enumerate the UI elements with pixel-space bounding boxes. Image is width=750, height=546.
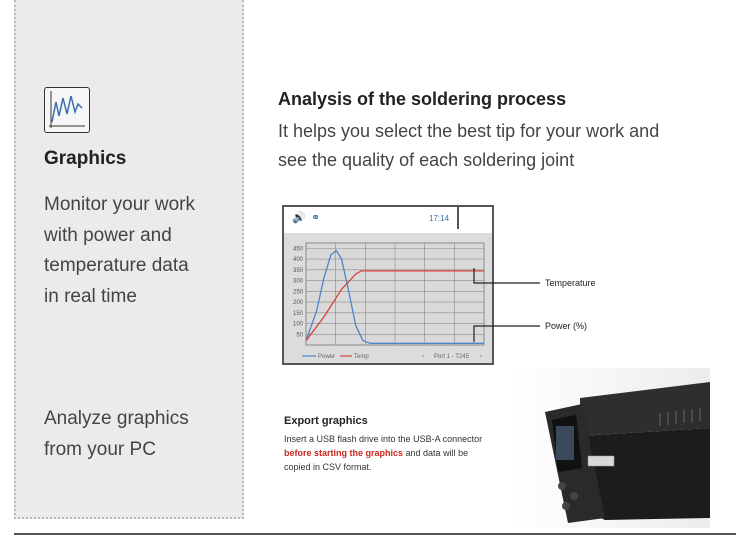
monitor-line: temperature data	[44, 255, 189, 276]
power-legend-label: Power	[318, 354, 336, 360]
export-title: Export graphics	[284, 415, 368, 427]
export-description	[284, 432, 514, 474]
screen-time: 17:14	[429, 214, 450, 223]
power-callout-line	[474, 326, 540, 342]
soldering-station-image	[510, 368, 710, 528]
analysis-heading: Analysis of the soldering process	[278, 89, 567, 109]
monitor-line: in real time	[44, 285, 137, 307]
bottom-divider	[14, 533, 736, 535]
power-callout: Power (%)	[545, 321, 588, 331]
prev-port-arrow[interactable]: ‹	[422, 354, 424, 360]
analysis-subtitle-line: It helps you select the best tip for your work and	[278, 121, 660, 141]
y-tick-label: 200	[292, 300, 303, 307]
analyze-line: from your PC	[44, 438, 156, 460]
temperature-callout: Temperature	[545, 278, 596, 288]
usb-icon: ⚭	[311, 212, 321, 224]
y-tick-label: 300	[292, 278, 303, 285]
monitor-line: with power and	[44, 224, 172, 246]
export-line	[284, 446, 514, 460]
monitor-line: Monitor your work	[44, 194, 195, 215]
analysis-subtitle-line: see the quality of each soldering joint	[278, 150, 575, 170]
export-line-rest: and data will be	[403, 448, 469, 458]
next-port-arrow[interactable]: ›	[480, 354, 482, 360]
y-tick-label: 100	[292, 321, 303, 328]
speaker-icon: 🔊	[292, 212, 306, 224]
export-line: copied in CSV format.	[284, 462, 372, 472]
graphics-title: Graphics	[44, 148, 127, 169]
y-tick-label: 350	[292, 267, 303, 274]
y-tick-label: 50	[296, 332, 303, 339]
port-label: Port 1 - T245	[434, 354, 469, 360]
y-tick-label: 450	[292, 246, 303, 253]
temp-legend-label: Temp	[354, 354, 369, 360]
y-tick-label: 400	[292, 257, 303, 264]
export-warning: before starting the graphics	[284, 448, 404, 458]
temperature-callout-line	[474, 268, 540, 283]
export-line: Insert a USB flash drive into the USB-A connector	[284, 434, 483, 444]
analyze-line: Analyze graphics	[44, 408, 189, 429]
y-tick-label: 250	[292, 289, 303, 296]
y-tick-label: 150	[292, 310, 303, 317]
